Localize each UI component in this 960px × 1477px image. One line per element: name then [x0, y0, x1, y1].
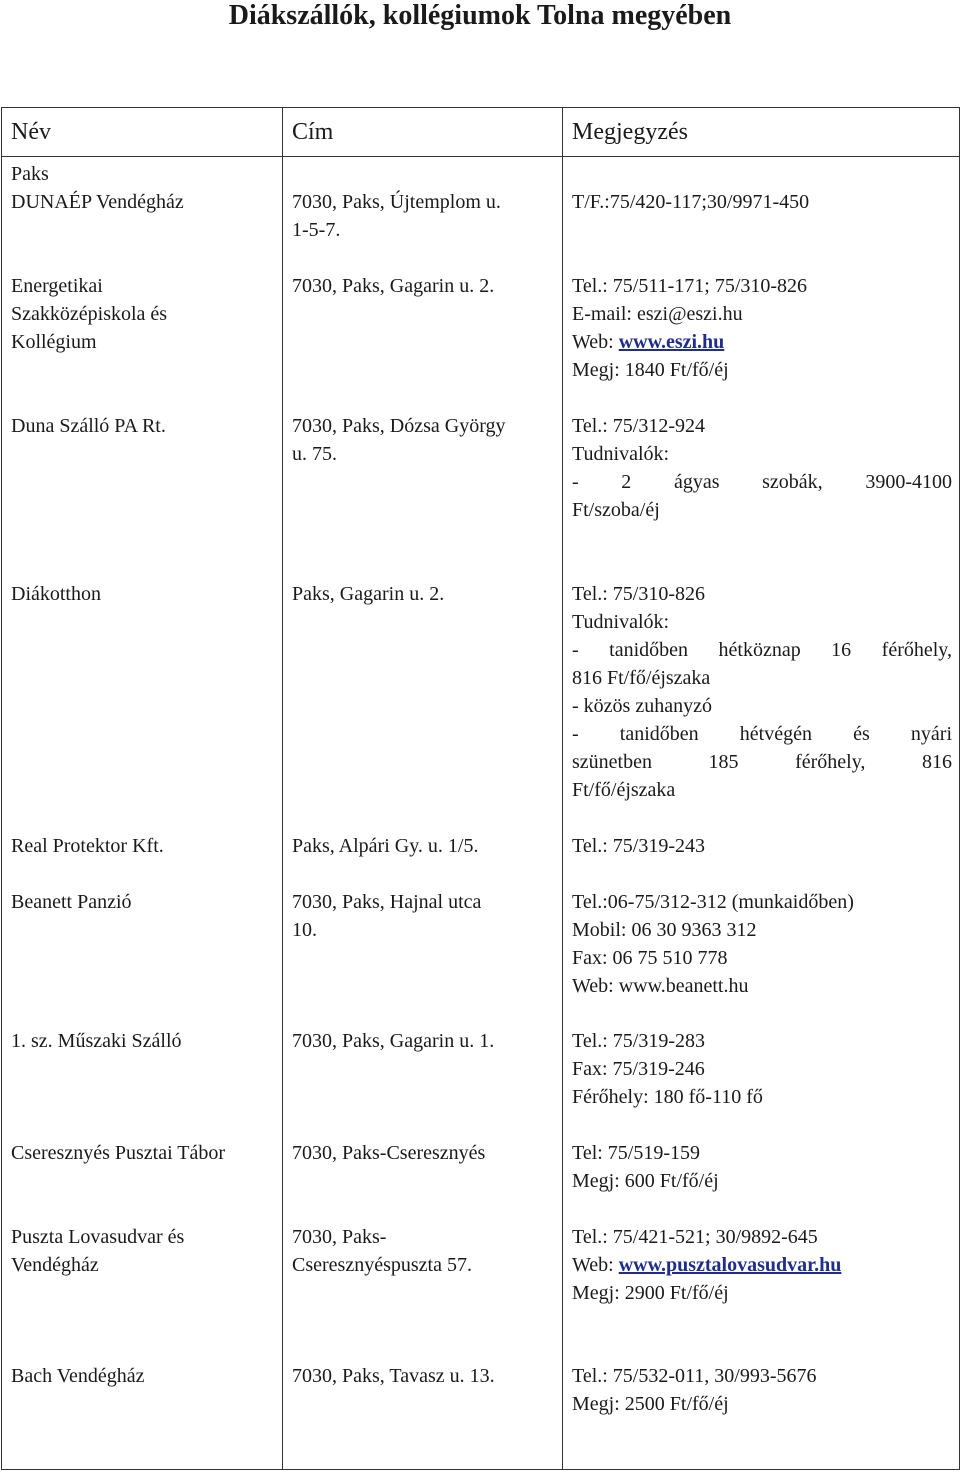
row-2-name: Duna Szálló PA Rt. — [11, 415, 166, 437]
row-7-name: Cseresznyés Pusztai Tábor — [11, 1142, 226, 1164]
row-0-name: DUNAÉP Vendégház — [11, 191, 184, 213]
row-4-name: Real Protektor Kft. — [11, 835, 164, 857]
section-label: Paks — [11, 163, 49, 185]
eszi-web-link[interactable]: www.eszi.hu — [618, 331, 725, 353]
row-5-name: Beanett Panzió — [11, 891, 132, 913]
row-8-name: Puszta Lovasudvar és Vendégház — [11, 1226, 185, 1276]
row-3-name: Diákotthon — [11, 583, 101, 605]
row-1-address: 7030, Paks, Gagarin u. 2. — [292, 275, 495, 297]
row-6-name: 1. sz. Műszaki Szálló — [11, 1030, 182, 1052]
row-6-note: Tel.: 75/319-283 Fax: 75/319-246 Férőhely: 180 fő-110 fő — [572, 1030, 763, 1108]
page-title: Diákszállók, kollégiumok Tolna megyében — [228, 0, 732, 31]
header-address: Cím — [283, 108, 563, 157]
row-0-address: 7030, Paks, Újtemplom u. 1-5-7. — [292, 191, 501, 241]
row-1-name: Energetikai Szakközépiskola és Kollégium — [11, 275, 168, 353]
header-name: Név — [2, 108, 283, 157]
row-2-note: Tel.: 75/312-924 Tudnivalók: - 2 ágyas szobák, 3900-4100 Ft/szoba/éj — [572, 415, 952, 521]
row-2-address: 7030, Paks, Dózsa György u. 75. — [292, 415, 506, 465]
row-3-address: Paks, Gagarin u. 2. — [292, 583, 445, 605]
row-9-address: 7030, Paks, Tavasz u. 13. — [292, 1365, 495, 1387]
pusztalovasudvar-web-link[interactable]: www.pusztalovasudvar.hu — [618, 1254, 842, 1276]
row-3-note: Tel.: 75/310-826 Tudnivalók: - tanidőben hétköznap 16 férőhely, 816 Ft/fő/éjszaka - közös zuhanyzó - tanidőben hétvégén és nyári szünetben 185 férőhely, 816 Ft/fő/éjszaka — [572, 583, 952, 801]
row-9-note: Tel.: 75/532-011, 30/993-5676 Megj: 2500 Ft/fő/éj — [572, 1365, 817, 1415]
table-header-row — [2, 108, 960, 157]
row-7-note: Tel: 75/519-159 Megj: 600 Ft/fő/éj — [572, 1142, 719, 1192]
row-9-name: Bach Vendégház — [11, 1365, 145, 1387]
row-1-note: Tel.: 75/511-171; 75/310-826 E-mail: eszi@eszi.hu Web: www.eszi.hu Megj: 1840 Ft/fő/éj — [572, 275, 808, 381]
row-8-address: 7030, Paks- Cseresznyéspuszta 57. — [292, 1226, 472, 1276]
row-7-address: 7030, Paks-Cseresznyés — [292, 1142, 486, 1164]
row-0-note: T/F.:75/420-117;30/9971-450 — [572, 191, 810, 213]
row-6-address: 7030, Paks, Gagarin u. 1. — [292, 1030, 495, 1052]
row-8-note: Tel.: 75/421-521; 30/9892-645 Web: www.pusztalovasudvar.hu Megj: 2900 Ft/fő/éj — [572, 1226, 842, 1304]
row-4-note: Tel.: 75/319-243 — [572, 835, 706, 857]
row-5-address: 7030, Paks, Hajnal utca 10. — [292, 891, 482, 941]
row-5-note: Tel.:06-75/312-312 (munkaidőben) Mobil: 06 30 9363 312 Fax: 06 75 510 778 Web: www.beanett.hu — [572, 891, 854, 997]
row-4-address: Paks, Alpári Gy. u. 1/5. — [292, 835, 479, 857]
header-note: Megjegyzés — [563, 108, 960, 157]
